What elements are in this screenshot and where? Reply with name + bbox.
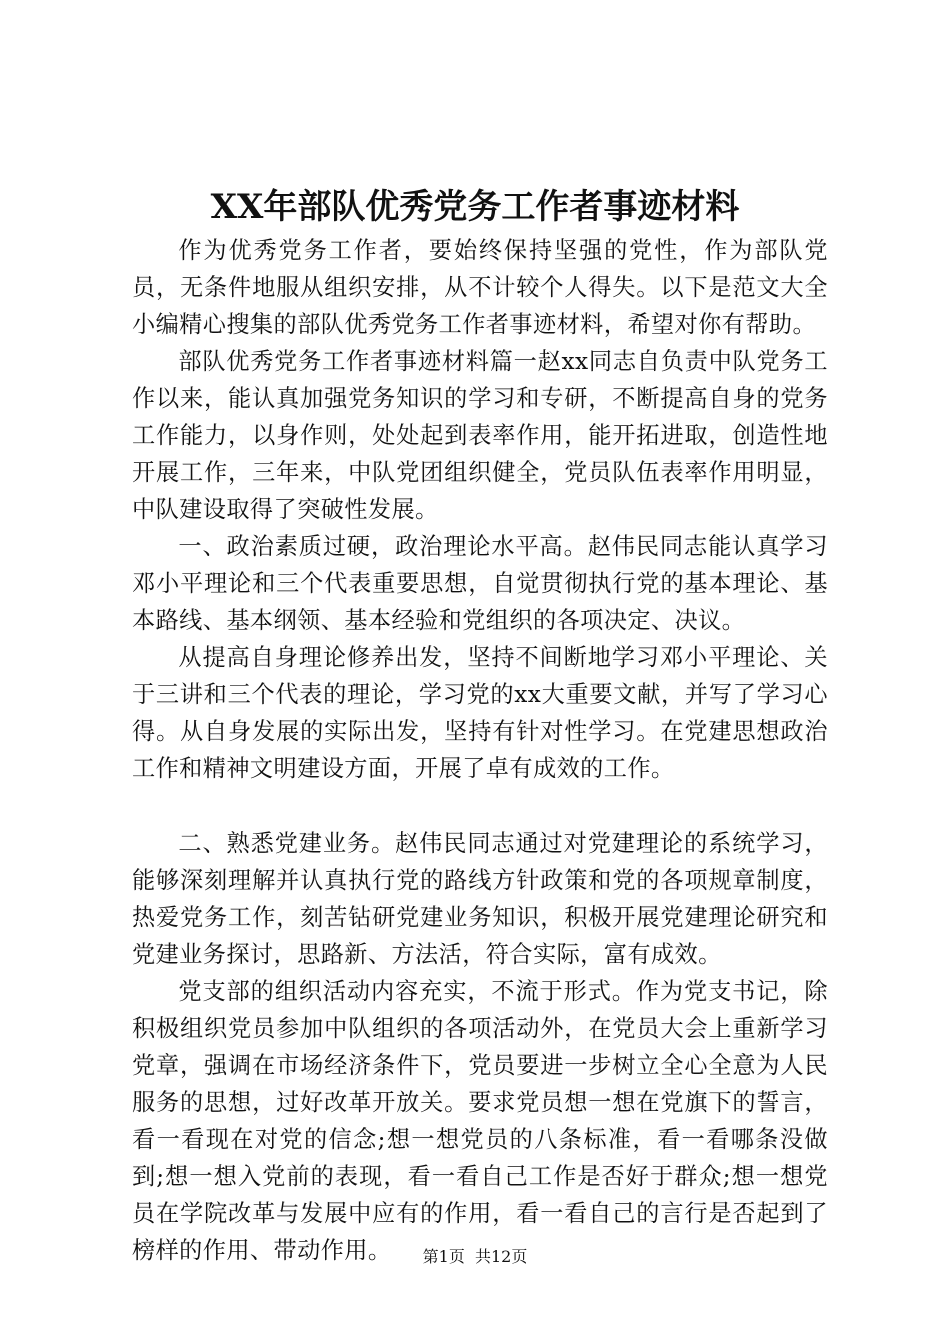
paragraph-intro: 作为优秀党务工作者，要始终保持坚强的党性，作为部队党员，无条件地服从组织安排，从不计较个人得失。以下是范文大全小编精心搜集的部队优秀党务工作者事迹材料，希望对你有帮助。	[132, 237, 828, 338]
document-body	[132, 232, 828, 1269]
page-number: 第1页 共12页	[422, 1247, 528, 1266]
paragraph-branch-activities: 党支部的组织活动内容充实，不流于形式。作为党支书记，除积极组织党员参加中队组织的各项活动外，在党员大会上重新学习党章，强调在市场经济条件下，党员要进一步树立全心全意为人民服务的思想，过好改革开放关。要求党员想一想在党旗下的誓言，看一看现在对党的信念;想一想党员的八条标准，看一看哪条没做到;想一想入党前的表现，看一看自己工作是否好于群众;想一想党员在学院改革与发展中应有的作用，看一看自己的言行是否起到了榜样的作用、带动作用。	[132, 978, 828, 1264]
paragraph-article-one: 部队优秀党务工作者事迹材料篇一赵xx同志自负责中队党务工作以来，能认真加强党务知识的学习和专研，不断提高自身的党务工作能力，以身作则，处处起到表率作用，能开拓进取，创造性地开展工作，三年来，中队党团组织健全，党员队伍表率作用明显，中队建设取得了突破性发展。	[132, 348, 828, 523]
page-footer	[0, 1247, 950, 1267]
paragraph-theory-study: 从提高自身理论修养出发，坚持不间断地学习邓小平理论、关于三讲和三个代表的理论，学习党的xx大重要文献，并写了学习心得。从自身发展的实际出发，坚持有针对性学习。在党建思想政治工作和精神文明建设方面，开展了卓有成效的工作。	[132, 644, 828, 782]
paragraph-section-two: 二、熟悉党建业务。赵伟民同志通过对党建理论的系统学习，能够深刻理解并认真执行党的路线方针政策和党的各项规章制度，热爱党务工作，刻苦钻研党建业务知识，积极开展党建理论研究和党建业务探讨，思路新、方法活，符合实际，富有成效。	[132, 830, 828, 968]
document-title: XX年部队优秀党务工作者事迹材料	[210, 187, 740, 227]
paragraph-section-one: 一、政治素质过硬，政治理论水平高。赵伟民同志能认真学习邓小平理论和三个代表重要思想，自觉贯彻执行党的基本理论、基本路线、基本纲领、基本经验和党组织的各项决定、决议。	[132, 533, 828, 634]
